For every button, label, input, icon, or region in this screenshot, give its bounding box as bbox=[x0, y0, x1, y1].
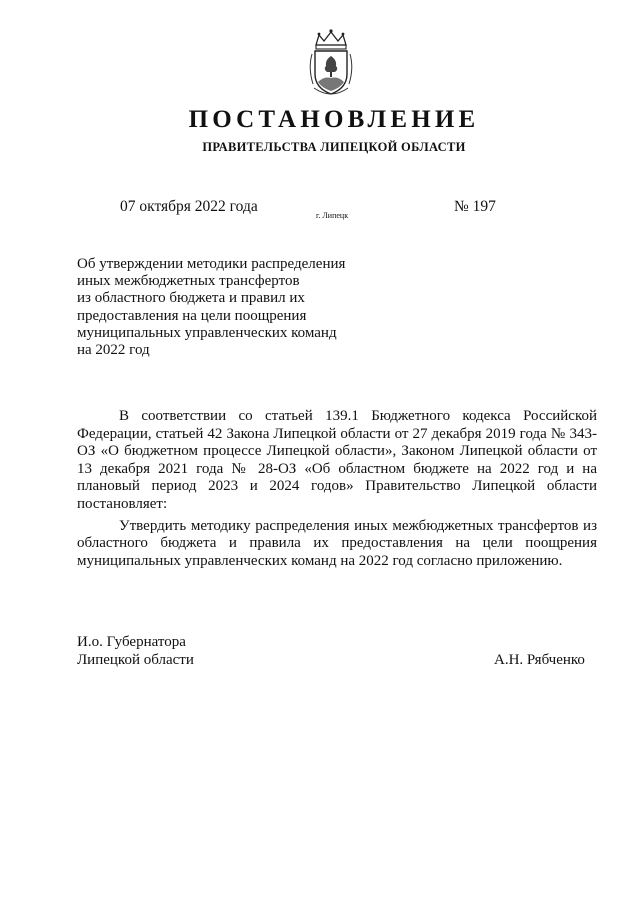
signature-position-line2: Липецкой области bbox=[77, 652, 194, 668]
heading-line: иных межбюджетных трансфертов bbox=[77, 273, 300, 290]
heading-line: из областного бюджета и правил их bbox=[77, 290, 305, 307]
document-heading bbox=[77, 256, 377, 359]
heading-line: муниципальных управленческих команд bbox=[77, 324, 337, 341]
signature-position-line1: И.о. Губернатора bbox=[77, 634, 186, 650]
signature-name: А.Н. Рябченко bbox=[494, 652, 585, 668]
document-subtitle: ПРАВИТЕЛЬСТВА ЛИПЕЦКОЙ ОБЛАСТИ bbox=[202, 140, 466, 154]
document-number: № 197 bbox=[454, 198, 496, 215]
body-paragraph-resolution: Утвердить методику распределения иных межбюджетных трансфертов из областного бюджета и правила их предоставления на цели поощрения муниципальных управленческих команд на 2022 год согласно приложению. bbox=[77, 517, 597, 569]
heading-line: Об утверждении методики распределения bbox=[77, 256, 346, 272]
body-paragraph-preamble: В соответствии со статьей 139.1 Бюджетного кодекса Российской Федерации, статьей 42 Закона Липецкой области от 27 декабря 2019 года № 343-ОЗ «О бюджетном процессе Липецкой области», Законом Липецкой области от 13 декабря 2021 года № 28-ОЗ «Об областном бюджете на 2022 год и на плановый период 2023 и 2024 годов» Правительство Липецкой области постановляет: bbox=[77, 408, 597, 512]
lipetsk-coat-of-arms-icon bbox=[302, 28, 360, 100]
document-body bbox=[77, 408, 597, 570]
signature-position bbox=[77, 633, 194, 669]
document-title: ПОСТАНОВЛЕНИЕ bbox=[188, 106, 480, 133]
heading-line: предоставления на цели поощрения bbox=[77, 307, 307, 324]
document-city: г. Липецк bbox=[316, 211, 349, 220]
heading-line: на 2022 год bbox=[77, 342, 150, 359]
document-date: 07 октября 2022 года bbox=[120, 198, 258, 215]
